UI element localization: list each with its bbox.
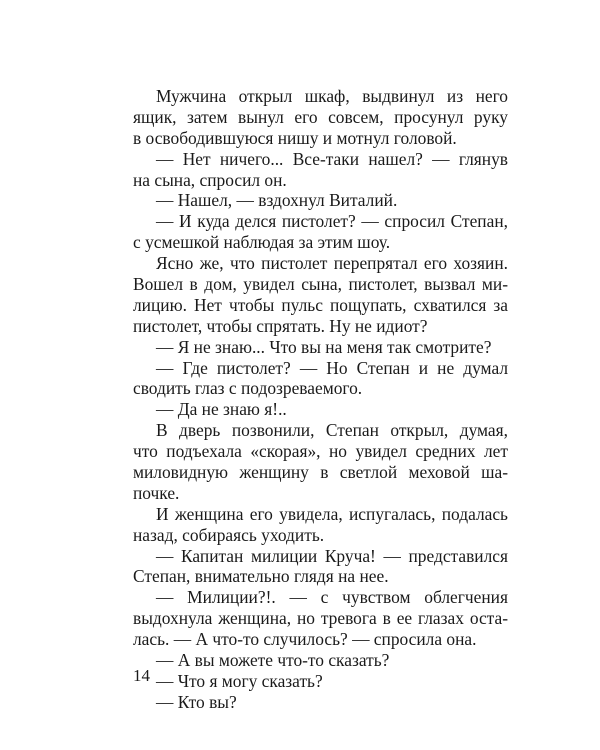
text-line: — Кто вы? — [156, 691, 237, 712]
text-line: миловидную женщину в светлой меховой ша- — [133, 462, 508, 483]
text-line: — Капитан милиции Круча! — представился — [156, 545, 508, 566]
text-line: с усмешкой наблюдая за этим шоу. — [133, 232, 391, 253]
text-line: В дверь позвонили, Степан открыл, думая, — [156, 420, 508, 441]
text-line: почке. — [133, 482, 180, 503]
text-line: — Нашел, — вздохнул Виталий. — [156, 190, 398, 211]
text-line: — И куда делся пистолет? — спросил Степан, — [156, 211, 508, 232]
text-line: Вошел в дом, увидел сына, пистолет, вызвал ми- — [133, 274, 508, 295]
text-line: — Милиции?!. — с чувством облегчения — [156, 587, 508, 608]
text-line: лась. — А что-то случилось? — спросила она. — [133, 629, 477, 650]
text-line: ящик, затем вынул его совсем, просунул руку — [133, 106, 508, 127]
text-line: сводить глаз с подозреваемого. — [133, 378, 363, 399]
text-line: лицию. Нет чтобы пульс пощупать, схватился за — [133, 294, 508, 315]
text-line: — Где пистолет? — Но Степан и не думал — [156, 357, 508, 378]
text-line: выдохнула женщина, но тревога в ее глазах оста- — [133, 608, 508, 629]
page-number: 14 — [133, 666, 150, 685]
text-line: И женщина его увидела, испугалась, подалась — [156, 503, 508, 524]
text-line: Ясно же, что пистолет перепрятал его хозяин. — [156, 253, 508, 274]
text-line: — Что я могу сказать? — [156, 670, 323, 691]
text-line: — Я не знаю... Что вы на меня так смотрите? — [156, 336, 492, 357]
text-line: — Да не знаю я!.. — [156, 399, 287, 420]
text-line: — А вы можете что-то сказать? — [156, 650, 390, 671]
text-line: на сына, спросил он. — [133, 169, 287, 190]
text-line: — Нет ничего... Все-таки нашел? — глянув — [156, 148, 508, 169]
text-line: Степан, внимательно глядя на нее. — [133, 566, 389, 587]
text-line: пистолет, чтобы спрятать. Ну не идиот? — [133, 315, 428, 336]
body-text — [133, 86, 508, 713]
text-line: назад, собираясь уходить. — [133, 524, 325, 545]
text-line: Мужчина открыл шкаф, выдвинул из него — [156, 86, 508, 106]
text-line: в освободившуюся нишу и мотнул головой. — [133, 127, 457, 148]
text-line: что подъехала «скорая», но увидел средних лет — [133, 441, 508, 462]
